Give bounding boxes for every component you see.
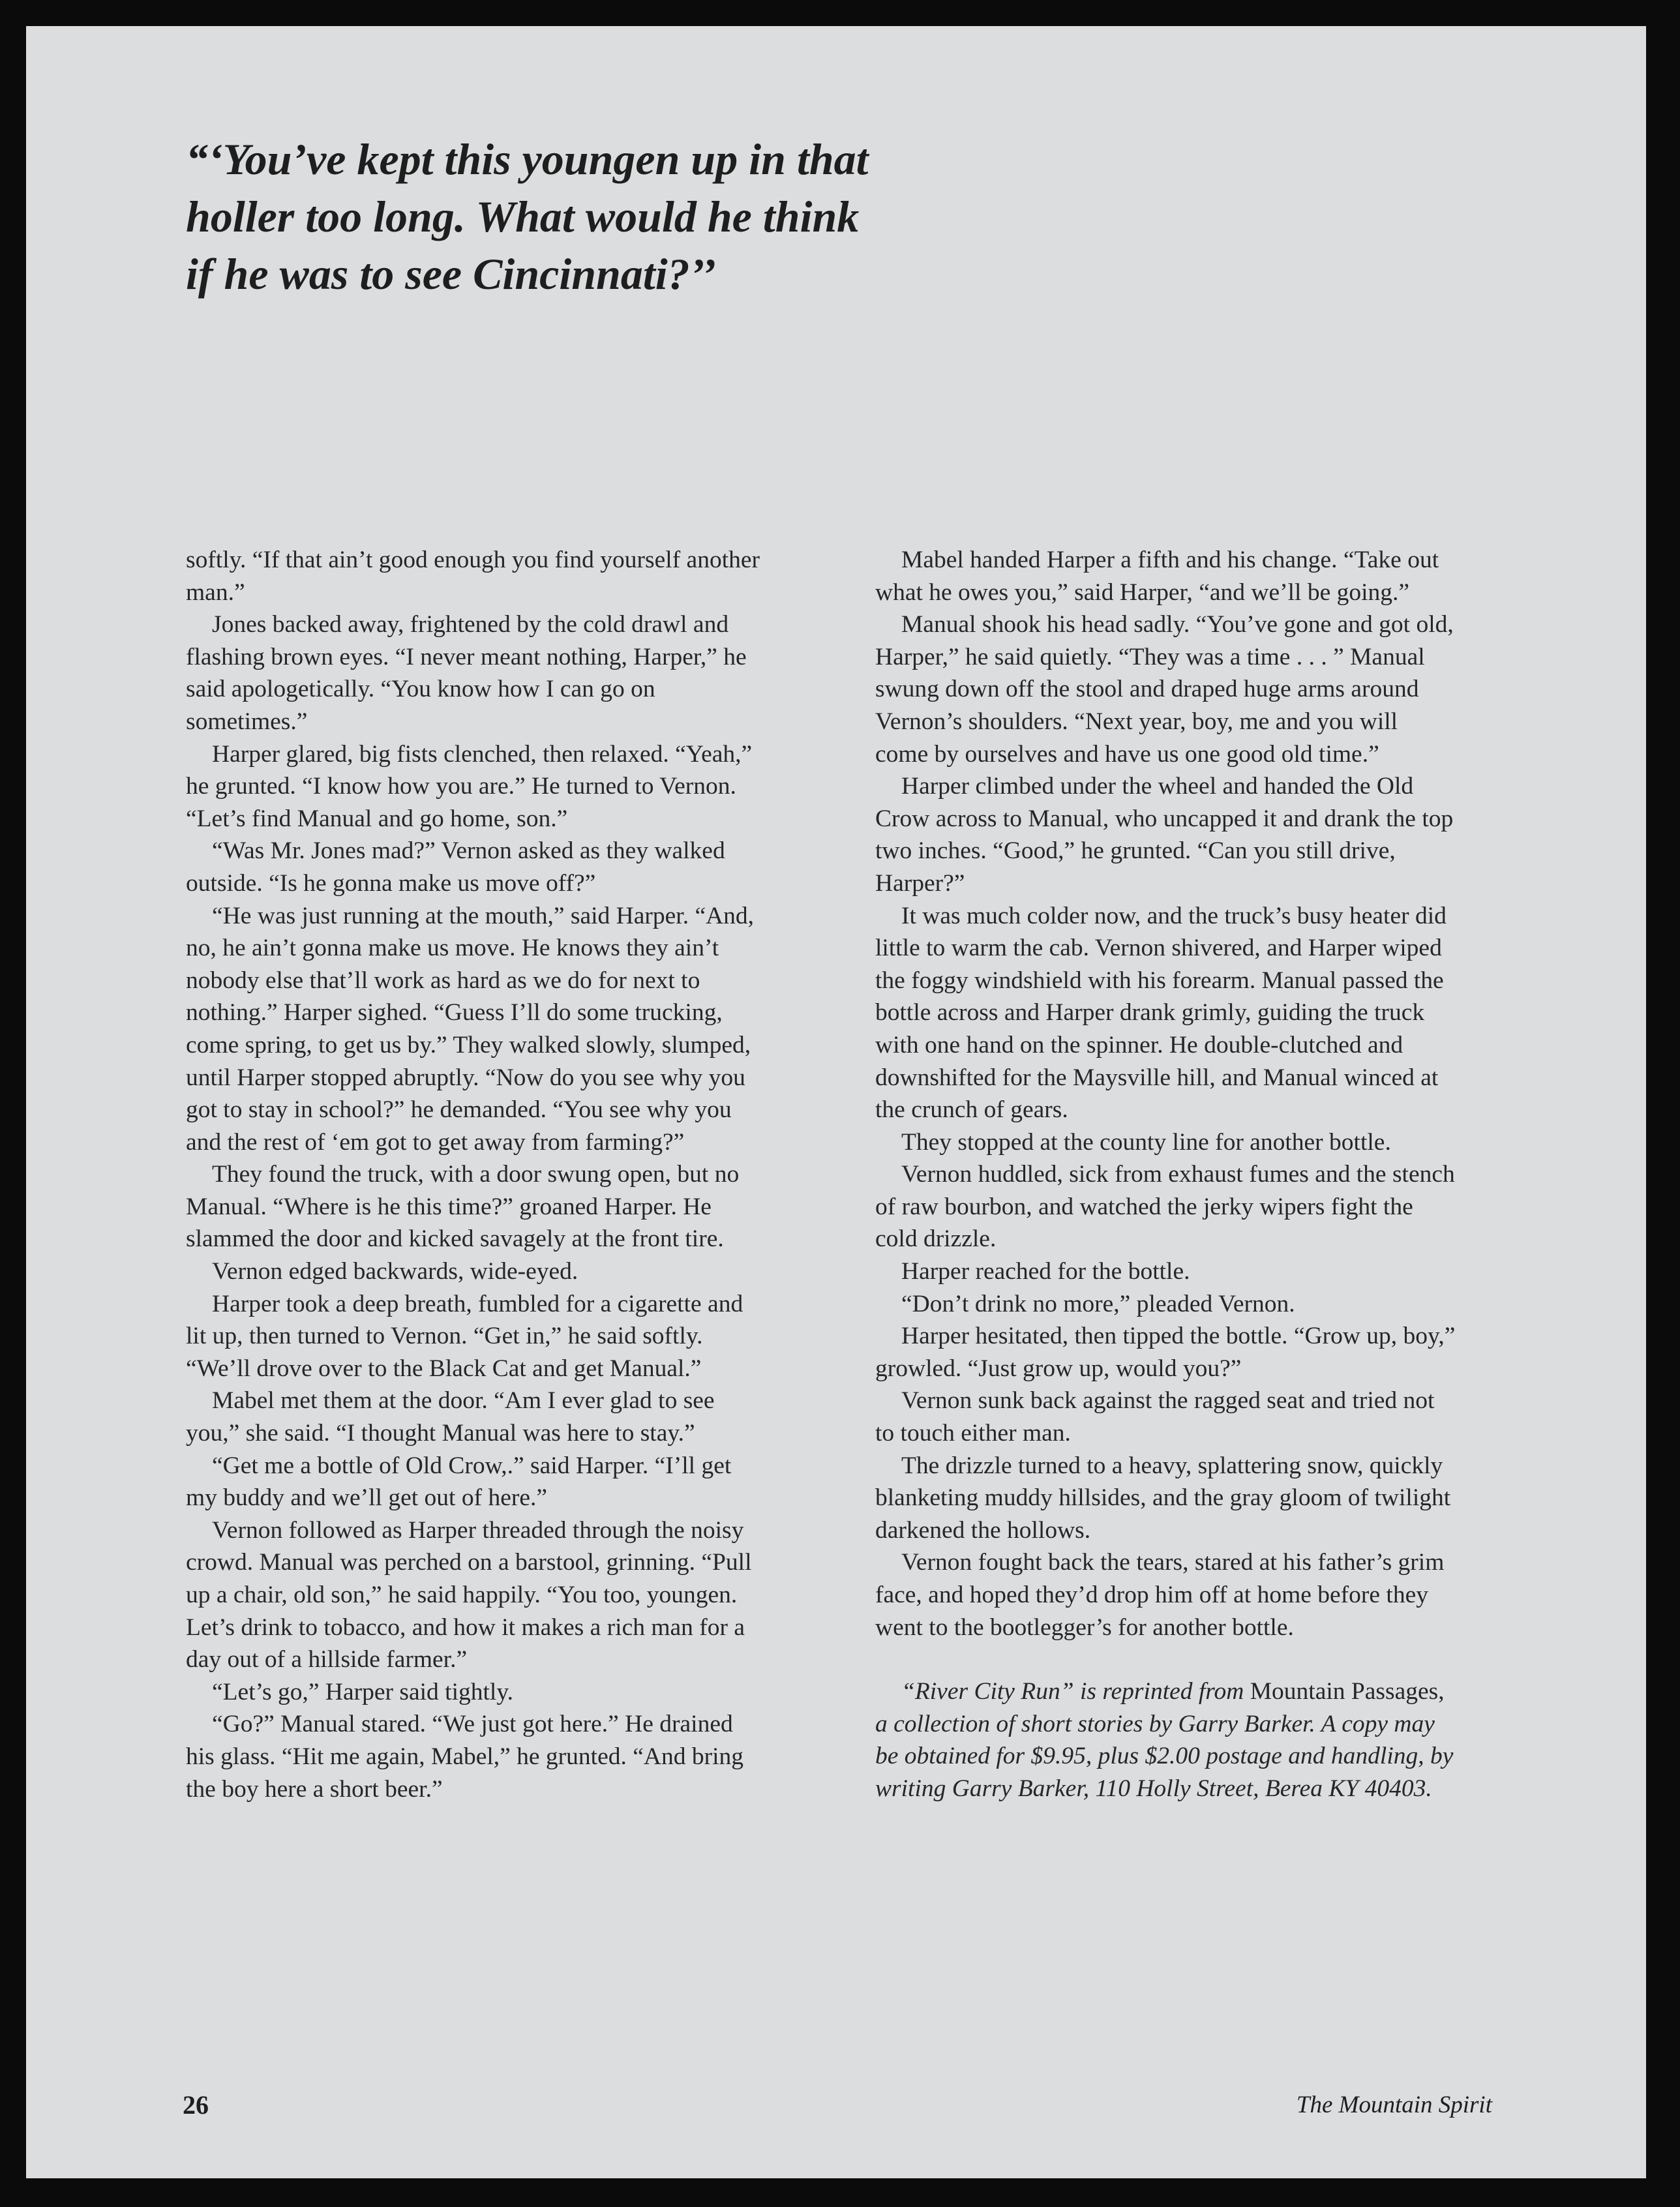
right-text-column bbox=[875, 544, 1456, 1805]
credit-text: a collection of short stories by Garry Barker. A copy may be obtained for $9.95, plus $2.00 postage and handling, by writing Garry Barker, 110 Holly Street, Berea KY 40403. bbox=[875, 1710, 1454, 1802]
story-paragraph: softly. “If that ain’t good enough you find yourself another man.” bbox=[186, 547, 760, 606]
story-paragraph: “He was just running at the mouth,” said Harper. “And, no, he ain’t gonna make us move. He knows they ain’t nobody else that’ll work as hard as we do for next to nothing.” Harper sighed. “Guess I’ll do some trucking, come spring, to get us by.” They walked slowly, slumped, until Harper stopped abruptly. “Now do you see why you got to stay in school?” he demanded. “You see why you and the rest of ‘em got to get away from farming?” bbox=[186, 902, 755, 1156]
story-paragraph: It was much colder now, and the truck’s busy heater did little to warm the cab. Vernon shivered, and Harper wiped the foggy windshield with his forearm. Manual passed the bottle across and Harper drank grimly, guiding the truck with one hand on the spinner. He double-clutched and downshifted for the Maysville hill, and Manual winced at the crunch of gears. bbox=[875, 902, 1447, 1124]
story-paragraph: “Let’s go,” Harper said tightly. bbox=[212, 1678, 514, 1705]
story-paragraph: Manual shook his head sadly. “You’ve gone and got old, Harper,” he said quietly. “They was a time . . . ” Manual swung down off the stool and draped huge arms around Vernon’s shoulders. “Next year, boy, me and you will come by ourselves and have us one good old time.” bbox=[875, 611, 1454, 768]
story-paragraph: Harper glared, big fists clenched, then relaxed. “Yeah,” he grunted. “I know how you are.” He turned to Vernon. “Let’s find Manual and go home, son.” bbox=[186, 740, 753, 832]
story-paragraph: They found the truck, with a door swung open, but no Manual. “Where is he this time?” groaned Harper. He slammed the door and kicked savagely at the front tire. bbox=[186, 1161, 740, 1253]
story-paragraph: Vernon huddled, sick from exhaust fumes and the stench of raw bourbon, and watched the jerky wipers fight the cold drizzle. bbox=[875, 1161, 1455, 1253]
story-paragraph: Harper took a deep breath, fumbled for a cigarette and lit up, then turned to Vernon. “Get in,” he said softly. “We’ll drove over to the Black Cat and get Manual.” bbox=[186, 1290, 743, 1382]
story-paragraph: Harper reached for the bottle. bbox=[901, 1258, 1190, 1285]
story-paragraph: Harper climbed under the wheel and handed the Old Crow across to Manual, who uncapped it and drank the top two inches. “Good,” he grunted. “Can you still drive, Harper?” bbox=[875, 773, 1454, 897]
story-paragraph: Jones backed away, frightened by the cold drawl and flashing brown eyes. “I never meant nothing, Harper,” he said apologetically. “You know how I can go on sometimes.” bbox=[186, 611, 747, 735]
page-number: 26 bbox=[183, 2090, 209, 2120]
story-paragraph: “Don’t drink no more,” pleaded Vernon. bbox=[901, 1290, 1295, 1317]
magazine-page bbox=[26, 26, 1646, 2178]
pull-quote-line: “‘You’ve kept this youngen up in that bbox=[186, 134, 869, 184]
story-paragraph: Vernon edged backwards, wide-eyed. bbox=[212, 1258, 578, 1285]
credit-text: “River City Run” is reprinted from bbox=[901, 1678, 1244, 1705]
pull-quote bbox=[186, 130, 1034, 303]
story-paragraph: They stopped at the county line for another bottle. bbox=[901, 1128, 1391, 1156]
pull-quote-line: holler too long. What would he think bbox=[186, 192, 860, 241]
story-paragraph: “Get me a bottle of Old Crow,.” said Harper. “I’ll get my buddy and we’ll get out of here.” bbox=[186, 1452, 732, 1512]
story-paragraph: “Was Mr. Jones mad?” Vernon asked as they walked outside. “Is he gonna make us move off?” bbox=[186, 837, 725, 897]
story-paragraph: Mabel handed Harper a fifth and his change. “Take out what he owes you,” said Harper, “and we’ll be going.” bbox=[875, 547, 1439, 606]
story-paragraph: Vernon sunk back against the ragged seat and tried not to touch either man. bbox=[875, 1387, 1435, 1447]
story-paragraph: Harper hesitated, then tipped the bottle. “Grow up, boy,” growled. “Just grow up, would you?” bbox=[875, 1323, 1456, 1382]
reprint-credit bbox=[875, 1675, 1456, 1805]
left-text-column bbox=[186, 544, 766, 1805]
story-paragraph: Mabel met them at the door. “Am I ever glad to see you,” she said. “I thought Manual was here to stay.” bbox=[186, 1387, 715, 1447]
pull-quote-line: if he was to see Cincinnati?’’ bbox=[186, 249, 716, 299]
book-title: Mountain Passages, bbox=[1244, 1678, 1445, 1705]
magazine-title: The Mountain Spirit bbox=[1296, 2092, 1492, 2118]
story-paragraph: The drizzle turned to a heavy, splattering snow, quickly blanketing muddy hillsides, and the gray gloom of twilight darkened the hollows. bbox=[875, 1452, 1451, 1544]
story-paragraph: “Go?” Manual stared. “We just got here.” He drained his glass. “Hit me again, Mabel,” he grunted. “And bring the boy here a short beer.” bbox=[186, 1711, 743, 1803]
right-paragraphs bbox=[875, 544, 1456, 1644]
story-paragraph: Vernon fought back the tears, stared at his father’s grim face, and hoped they’d drop him off at home before they went to the bootlegger’s for another bottle. bbox=[875, 1549, 1445, 1641]
story-paragraph: Vernon followed as Harper threaded through the noisy crowd. Manual was perched on a barstool, grinning. “Pull up a chair, old son,” he said happily. “You too, youngen. Let’s drink to tobacco, and how it makes a rich man for a day out of a hillside farmer.” bbox=[186, 1516, 752, 1674]
